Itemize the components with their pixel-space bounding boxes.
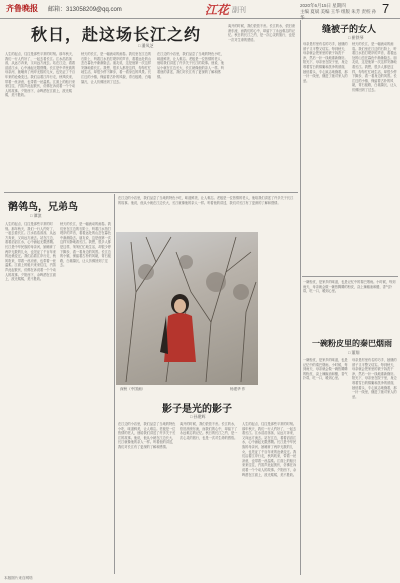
- article-5-intro: 一碗粉皮，是家乡的味道，也是记忆中的秦巴烟雨。小时候，每到雨天，母亲就会做一碗热腾腾的粉皮，浇上辣椒油和醋，香气扑鼻，吃一口，暖到心里。: [303, 280, 396, 294]
- divider: [4, 192, 298, 193]
- main-headline: 秋日，赴这场长江之约: [30, 25, 201, 44]
- article-3-byline: □ 孙建辉: [190, 414, 206, 419]
- main-article-col4: 离开的时候，我们依依不舍。长江的水，依旧滚滚东流，而我们的心中，却留下了永远难忘的记忆。秋日的长江之约，是一次心灵的旅行，也是一次对生命的感悟。: [228, 24, 295, 42]
- painting-illustration: [116, 232, 258, 385]
- page-number: 7: [382, 1, 390, 16]
- article-4-title: 缝被子的女人: [322, 25, 377, 35]
- main-byline: □ 潘凤芝: [138, 43, 154, 48]
- right-column-divider: [300, 20, 301, 575]
- article-3-col1: 在江边的小店里，我们品尝了当地的特色小吃，味道鲜美，让人难忘。老板是一位热情的老人，他给我们讲述了许多关于长江的故事。他说，他从小就在江边长大，长江就像他的亲人一样。听着他的讲述，我们对长江有了更深的了解和感情。: [118, 422, 176, 449]
- article-5-col1: 一碗粉皮，是家乡的味道，也是记忆中的秦巴烟雨。小时候，每到雨天，母亲就会做一碗热腾腾的粉皮，浇上辣椒油和醋，香气扑鼻，吃一口，暖到心里。: [303, 358, 348, 381]
- newspaper-logo: 齐鲁晚报: [6, 4, 38, 13]
- section-subtitle: 副刊: [232, 6, 246, 14]
- page-header: [0, 0, 400, 19]
- article-3-col2: 离开的时候，我们依依不舍。长江的水，依旧滚滚东流，而我们的心中，却留下了永远难忘的记忆。秋日的长江之约，是一次心灵的旅行，也是一次对生命的感悟。: [180, 422, 238, 440]
- article-2-byline: □ 谭滨: [30, 213, 42, 218]
- issue-meta: [300, 3, 380, 21]
- article-5-col2: 母亲是村里有名的巧手，她缝的被子又平整又结实。每到秋天，母亲就会把家里的被子拆洗干净，然后一针一线地重新缝好。阳光下，母亲坐在院子里，身边堆着雪白的棉絮和洗净的被面，她低着头，专心致志地缝着，那一针一线里，缝进了她对家人的爱。: [352, 358, 397, 399]
- contact-email[interactable]: 邮箱：313058209@qq.com: [48, 7, 122, 13]
- article-3-col3: 人生的起点，往往是那些平常的时刻。那年秋天，我们一行人约好了，一起去看长江。江水浩浩荡荡，从远方奔来，又向远方流去。站在江边，看着滔滔江水，心中涌起无限感慨。长江是中华民族的母亲河，她哺育了两岸无数的儿女，也见证了千百年来的沧桑变迁。我们沿着江岸行走，秋风吹来，带着一丝凉意，也带着一丝温柔。江面上的船只来来往往，汽笛声此起彼伏，仿佛在诉说着一个个动人的故事。夕阳西下，余晖洒在江面上，波光粼粼，美不胜收。: [242, 422, 297, 477]
- photo-caption-artist: 杨建华 作: [230, 387, 246, 391]
- editor-credits: 主编 夏斌 美编 王华 组版 朱芳 责校 孙华: [300, 9, 377, 20]
- column-divider: [114, 194, 115, 574]
- article-3-title: 影子是光的影子: [162, 404, 232, 415]
- main-article-col2: 秋天的长江，是一幅流动的画卷。我们坐在江边的石阶上，听着江水拍打堤岸的声音，看着远处的山峦在暮色中渐渐隐去。朋友说，这是他第一次这样安静地看长江。我想，很多人都是这样，匆匆忙忙地生活，却很少停下脚步，看一看身边的风景。长江边的小镇，保留着古朴的风貌，青石板路，白墙黛瓦，让人仿佛回到了过去。: [81, 52, 152, 84]
- painting-image: [116, 232, 258, 385]
- photo-caption-title: 深秋（中国画）: [120, 387, 146, 391]
- article-4-col1: 母亲是村里有名的巧手，她缝的被子又平整又结实。每到秋天，母亲就会把家里的被子拆洗干净，然后一针一线地重新缝好。阳光下，母亲坐在院子里，身边堆着雪白的棉絮和洗净的被面，她低着头，专心致志地缝着，那一针一线里，缝进了她对家人的爱。: [303, 42, 348, 83]
- main-article-col1: 人生的起点，往往是那些平常的时刻。那年秋天，我们一行人约好了，一起去看长江。江水浩浩荡荡，从远方奔来，又向远方流去。站在江边，看着滔滔江水，心中涌起无限感慨。长江是中华民族的母亲河，她哺育了两岸无数的儿女，也见证了千百年来的沧桑变迁。我们沿着江岸行走，秋风吹来，带着一丝凉意，也带着一丝温柔。江面上的船只来来往往，汽笛声此起彼伏，仿佛在诉说着一个个动人的故事。夕阳西下，余晖洒在江面上，波光粼粼，美不胜收。: [5, 52, 76, 98]
- article-4-col2: 秋天的长江，是一幅流动的画卷。我们坐在江边的石阶上，听着江水拍打堤岸的声音，看着远处的山峦在暮色中渐渐隐去。朋友说，这是他第一次这样安静地看长江。我想，很多人都是这样，匆匆忙忙地生活，却很少停下脚步，看一看身边的风景。长江边的小镇，保留着古朴的风貌，青石板路，白墙黛瓦，让人仿佛回到了过去。: [352, 42, 397, 92]
- footer-note: 本版图片来自网络: [4, 576, 33, 580]
- article-5-title: 一碗粉皮里的秦巴烟雨: [312, 338, 392, 348]
- divider: [302, 276, 398, 277]
- article-3-intro: 在江边的小店里，我们品尝了当地的特色小吃，味道鲜美，让人难忘。老板是一位热情的老人，他给我们讲述了许多关于长江的故事。他说，他从小就在江边长大，长江就像他的亲人一样。听着他的讲述，我们对长江有了更深的了解和感情。: [118, 196, 294, 205]
- article-2-col1: 人生的起点，往往是那些平常的时刻。那年秋天，我们一行人约好了，一起去看长江。江水浩浩荡荡，从远方奔来，又向远方流去。站在江边，看着滔滔江水，心中涌起无限感慨。长江是中华民族的母亲河，她哺育了两岸无数的儿女，也见证了千百年来的沧桑变迁。我们沿着江岸行走，秋风吹来，带着一丝凉意，也带着一丝温柔。江面上的船只来来往往，汽笛声此起彼伏，仿佛在诉说着一个个动人的故事。夕阳西下，余晖洒在江面上，波光粼粼，美不胜收。: [5, 222, 56, 282]
- article-2-col2: 秋天的长江，是一幅流动的画卷。我们坐在江边的石阶上，听着江水拍打堤岸的声音，看着远处的山峦在暮色中渐渐隐去。朋友说，这是他第一次这样安静地看长江。我想，很多人都是这样，匆匆忙忙地生活，却很少停下脚步，看一看身边的风景。长江边的小镇，保留着古朴的风貌，青石板路，白墙黛瓦，让人仿佛回到了过去。: [60, 222, 111, 268]
- article-5-byline: □ 董翔: [348, 350, 360, 355]
- girl-figure: [160, 294, 196, 362]
- main-article-col3: 在江边的小店里，我们品尝了当地的特色小吃，味道鲜美，让人难忘。老板是一位热情的老人，他给我们讲述了许多关于长江的故事。他说，他从小就在江边长大，长江就像他的亲人一样。听着他的讲述，我们对长江有了更深的了解和感情。: [157, 52, 224, 79]
- issue-date: 2020年6月15日 星期四: [300, 3, 346, 8]
- section-title: 江花: [205, 3, 230, 17]
- article-2-title: 鹡鸰鸟，兄弟鸟: [8, 202, 78, 213]
- article-4-byline: □ 崔铁琴: [348, 35, 364, 40]
